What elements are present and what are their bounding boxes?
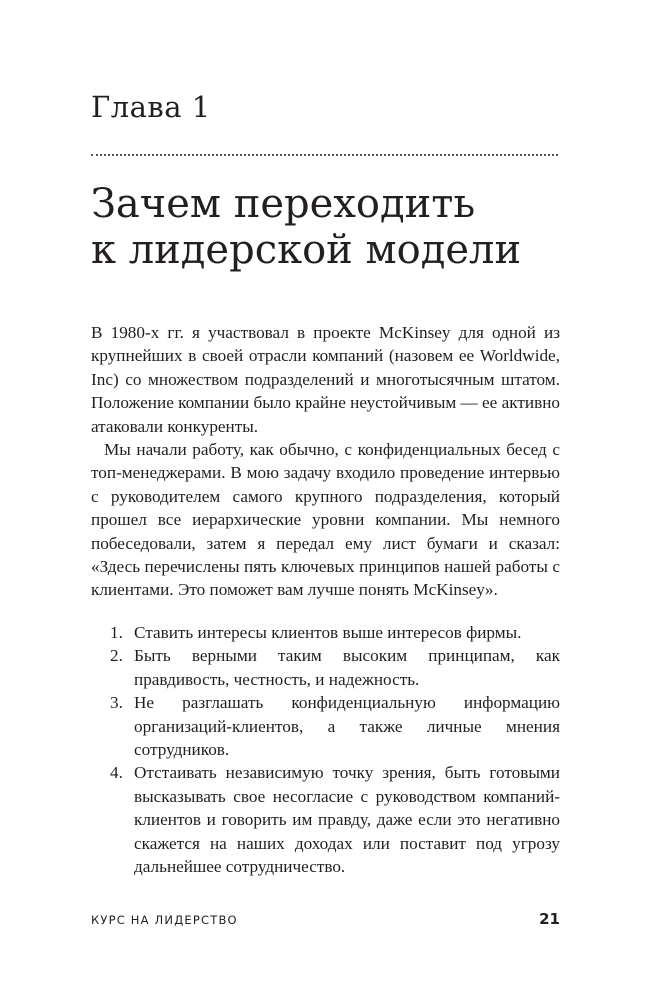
- list-item-number: 3.: [110, 693, 123, 713]
- list-item: [91, 644, 560, 691]
- list-item: [91, 691, 560, 761]
- paragraph-2: Мы начали работу, как обычно, с конфиденциальных бесед с топ-менеджерами. В мою задачу входило проведение интервью с руководителем самого крупного подразделения, который прошел все иерархические уровни компании. Мы немного побеседовали, затем я передал ему лист бумаги и сказал: «Здесь перечислены пять ключевых принципов нашей работы с клиентами. Это поможет вам лучше понять McKinsey».: [91, 440, 560, 600]
- list-item-text: Ставить интересы клиентов выше интересов фирмы.: [134, 622, 522, 642]
- principles-list: [91, 621, 560, 878]
- list-item-text: Быть верными таким высоким принципам, как правдивость, честность, и надежность.: [134, 646, 560, 689]
- running-footer-title: КУРС НА ЛИДЕРСТВО: [91, 913, 238, 927]
- page-number: 21: [539, 910, 560, 928]
- list-item: [91, 761, 560, 878]
- list-item-number: 4.: [110, 763, 123, 783]
- paragraph-1: В 1980-х гг. я участвовал в проекте McKinsey для одной из крупнейших в своей отрасли компаний (назовем ее Worldwide, Inc) со множеством подразделений и многотысячным штатом. Положение компании было крайне неустойчивым — ее активно атаковали конкуренты.: [91, 323, 560, 436]
- list-item-number: 1.: [110, 622, 123, 642]
- dotted-divider: [91, 154, 558, 156]
- chapter-title-line-2: к лидерской модели: [91, 227, 522, 273]
- list-item-text: Не разглашать конфиденциальную информацию организаций-клиентов, а также личные мнения сотрудников.: [134, 693, 560, 759]
- list-item-number: 2.: [110, 646, 123, 666]
- chapter-title-line-1: Зачем переходить: [91, 181, 476, 227]
- list-item-text: Отстаивать независимую точку зрения, быть готовыми высказывать свое несогласие с руководством компаний-клиентов и говорить им правду, даже если это негативно скажется на наших доходах или поставит под угрозу дальнейшее сотрудничество.: [134, 763, 560, 876]
- list-item: [91, 621, 560, 644]
- chapter-label: Глава 1: [91, 90, 211, 124]
- body-text: [91, 321, 560, 878]
- chapter-title: [91, 181, 571, 273]
